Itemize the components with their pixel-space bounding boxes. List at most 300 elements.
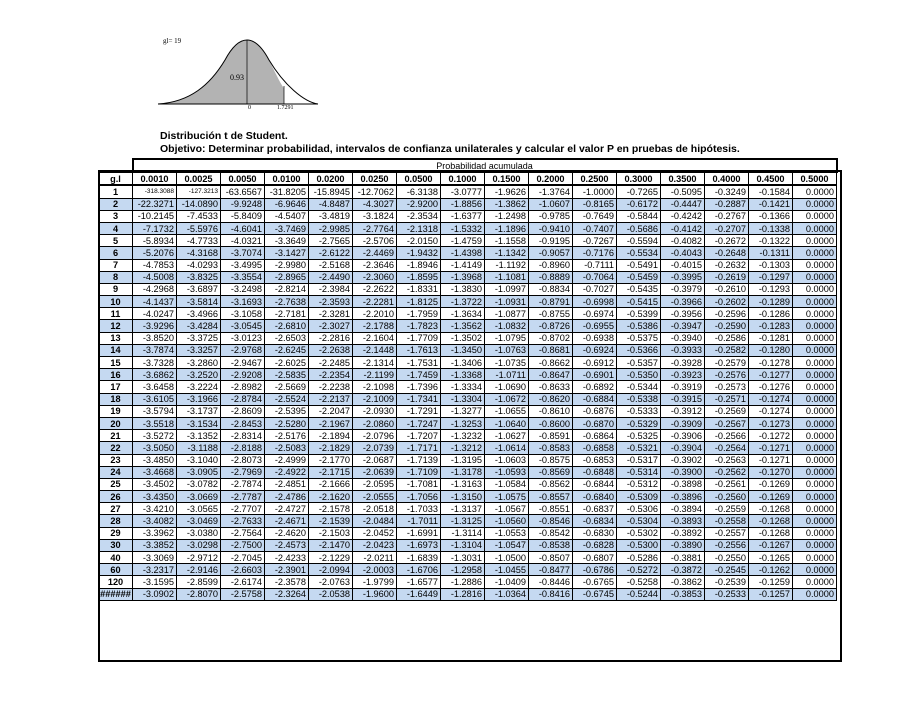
- table-cell: -3.7469: [265, 222, 309, 234]
- table-cell: -0.6858: [573, 442, 617, 454]
- table-cell: -1.7531: [397, 357, 441, 369]
- table-cell: -1.0931: [485, 296, 529, 308]
- table-cell: -0.8416: [529, 588, 573, 600]
- table-cell: -1.3634: [441, 308, 485, 320]
- table-cell: -2.0211: [353, 552, 397, 564]
- table-cell: -0.5459: [617, 271, 661, 283]
- table-cell: -2.0555: [353, 491, 397, 503]
- table-cell: -4.0293: [177, 259, 221, 271]
- table-cell: -1.1192: [485, 259, 529, 271]
- table-cell: -2.2485: [309, 357, 353, 369]
- table-cell: -2.0538: [309, 588, 353, 600]
- table-cell: -1.0455: [485, 564, 529, 576]
- table-cell: 0.0000: [793, 491, 837, 503]
- table-row: [99, 198, 837, 210]
- t-distribution-table: [98, 158, 838, 601]
- table-cell: -3.1595: [133, 576, 177, 588]
- table-cell: -0.1271: [749, 454, 793, 466]
- table-cell: -0.8791: [529, 296, 573, 308]
- table-cell: -31.8205: [265, 185, 309, 198]
- table-cell: -3.1058: [221, 308, 265, 320]
- table-cell: -0.1293: [749, 283, 793, 295]
- table-row: [99, 296, 837, 308]
- table-cell: 0.0000: [793, 259, 837, 271]
- table-cell: -0.1311: [749, 247, 793, 259]
- table-cell: -1.0711: [485, 369, 529, 381]
- caption-spacer: [99, 159, 133, 172]
- table-cell: -3.7328: [133, 357, 177, 369]
- table-cell: -2.2354: [309, 369, 353, 381]
- table-cell: -2.1009: [353, 393, 397, 405]
- table-cell: -4.0247: [133, 308, 177, 320]
- table-cell: -1.0553: [485, 527, 529, 539]
- table-cell: 0.0000: [793, 247, 837, 259]
- table-cell: -2.6174: [221, 576, 265, 588]
- column-header: 0.5000: [793, 172, 837, 185]
- table-cell: -0.8726: [529, 320, 573, 332]
- table-cell: -3.1040: [177, 454, 221, 466]
- table-cell: -0.7064: [573, 271, 617, 283]
- column-header: 0.0010: [133, 172, 177, 185]
- gl-cell: 21: [99, 430, 133, 442]
- table-cell: -3.1737: [177, 405, 221, 417]
- gl-cell: 2: [99, 198, 133, 210]
- table-cell: -2.1967: [309, 417, 353, 429]
- table-cell: -0.5244: [617, 588, 661, 600]
- table-cell: -0.8562: [529, 478, 573, 490]
- table-cell: -2.4573: [265, 539, 309, 551]
- table-cell: -0.1272: [749, 430, 793, 442]
- table-cell: -2.2047: [309, 405, 353, 417]
- table-row: [99, 430, 837, 442]
- table-cell: -0.4142: [661, 222, 705, 234]
- table-cell: -1.3368: [441, 369, 485, 381]
- table-cell: -2.7764: [353, 222, 397, 234]
- table-cell: -2.0452: [353, 527, 397, 539]
- gl-column-header: g.l: [99, 172, 133, 185]
- table-cell: -0.8681: [529, 344, 573, 356]
- table-cell: -2.7565: [309, 235, 353, 247]
- table-cell: -2.8599: [177, 576, 221, 588]
- table-cell: -0.5309: [617, 491, 661, 503]
- table-cell: -0.4015: [661, 259, 705, 271]
- table-cell: -2.5706: [353, 235, 397, 247]
- table-caption: Probabilidad acumulada: [133, 159, 837, 172]
- table-cell: -1.1558: [485, 235, 529, 247]
- table-cell: -0.8702: [529, 332, 573, 344]
- table-cell: -0.5300: [617, 539, 661, 551]
- table-cell: -0.8889: [529, 271, 573, 283]
- table-cell: -1.3253: [441, 417, 485, 429]
- table-cell: -0.3919: [661, 381, 705, 393]
- table-cell: -2.3027: [309, 320, 353, 332]
- table-cell: -2.4490: [309, 271, 353, 283]
- table-cell: -1.8331: [397, 283, 441, 295]
- table-cell: 0.0000: [793, 466, 837, 478]
- table-cell: -0.2887: [705, 198, 749, 210]
- table-cell: -0.5344: [617, 381, 661, 393]
- table-cell: -0.9195: [529, 235, 573, 247]
- page-title: Distribución t de Student.: [160, 130, 288, 142]
- table-cell: -1.3232: [441, 430, 485, 442]
- table-cell: -0.7407: [573, 222, 617, 234]
- table-cell: -2.8188: [221, 442, 265, 454]
- column-header: 0.0050: [221, 172, 265, 185]
- table-cell: -0.1268: [749, 527, 793, 539]
- table-cell: -0.3947: [661, 320, 705, 332]
- table-cell: -0.5350: [617, 369, 661, 381]
- gl-cell: 7: [99, 259, 133, 271]
- table-cell: -2.8214: [265, 283, 309, 295]
- table-cell: -0.3906: [661, 430, 705, 442]
- table-cell: -3.1966: [177, 393, 221, 405]
- table-cell: -3.4350: [133, 491, 177, 503]
- table-cell: -2.6503: [265, 332, 309, 344]
- gl-cell: 19: [99, 405, 133, 417]
- table-cell: -1.0614: [485, 442, 529, 454]
- table-cell: -3.3725: [177, 332, 221, 344]
- table-cell: -3.2224: [177, 381, 221, 393]
- table-cell: -2.1503: [309, 527, 353, 539]
- table-cell: -1.3968: [441, 271, 485, 283]
- table-cell: -2.3646: [353, 259, 397, 271]
- table-cell: -0.8834: [529, 283, 573, 295]
- table-cell: -0.1283: [749, 320, 793, 332]
- table-cell: -0.3862: [661, 576, 705, 588]
- table-cell: -1.7033: [397, 503, 441, 515]
- table-cell: -2.1620: [309, 491, 353, 503]
- table-cell: -1.0607: [529, 198, 573, 210]
- table-cell: -3.2860: [177, 357, 221, 369]
- table-cell: -0.2558: [705, 515, 749, 527]
- table-cell: -0.6807: [573, 552, 617, 564]
- table-cell: -0.5366: [617, 344, 661, 356]
- table-cell: -0.2707: [705, 222, 749, 234]
- table-cell: -0.7265: [617, 185, 661, 198]
- table-cell: -2.4671: [265, 515, 309, 527]
- table-cell: -0.2576: [705, 369, 749, 381]
- table-cell: -0.5844: [617, 210, 661, 222]
- table-cell: -2.1666: [309, 478, 353, 490]
- table-cell: -0.6840: [573, 491, 617, 503]
- table-row: [99, 381, 837, 393]
- table-cell: -0.6912: [573, 357, 617, 369]
- gl-cell: 9: [99, 283, 133, 295]
- table-cell: -0.1268: [749, 503, 793, 515]
- table-cell: -0.2557: [705, 527, 749, 539]
- table-cell: -2.2816: [309, 332, 353, 344]
- table-cell: -3.1352: [177, 430, 221, 442]
- table-cell: 0.0000: [793, 271, 837, 283]
- table-cell: -2.0739: [353, 442, 397, 454]
- table-cell: -1.7396: [397, 381, 441, 393]
- table-cell: -2.1715: [309, 466, 353, 478]
- table-cell: -1.3150: [441, 491, 485, 503]
- table-cell: -0.8477: [529, 564, 573, 576]
- table-cell: -0.5415: [617, 296, 661, 308]
- table-cell: -3.2498: [221, 283, 265, 295]
- table-row: [99, 210, 837, 222]
- table-cell: -2.4727: [265, 503, 309, 515]
- gl-cell: 24: [99, 466, 133, 478]
- table-cell: -3.0298: [177, 539, 221, 551]
- table-cell: -2.6245: [265, 344, 309, 356]
- table-cell: 0.0000: [793, 539, 837, 551]
- table-cell: -1.3104: [441, 539, 485, 551]
- table-body: [99, 185, 837, 600]
- table-cell: -1.0409: [485, 576, 529, 588]
- table-cell: -1.1342: [485, 247, 529, 259]
- table-cell: 0.0000: [793, 222, 837, 234]
- table-cell: 0.0000: [793, 308, 837, 320]
- table-cell: -0.1366: [749, 210, 793, 222]
- table-cell: -3.8520: [133, 332, 177, 344]
- table-cell: -3.0469: [177, 515, 221, 527]
- gl-cell: 12: [99, 320, 133, 332]
- table-cell: -1.7011: [397, 515, 441, 527]
- table-cell: -0.8600: [529, 417, 573, 429]
- table-cell: -0.2582: [705, 344, 749, 356]
- table-cell: -3.4284: [177, 320, 221, 332]
- table-cell: -1.4398: [441, 247, 485, 259]
- table-cell: 0.0000: [793, 454, 837, 466]
- table-cell: -3.6458: [133, 381, 177, 393]
- table-cell: -5.5976: [177, 222, 221, 234]
- table-cell: -2.9200: [397, 198, 441, 210]
- table-cell: -3.8325: [177, 271, 221, 283]
- table-cell: -1.8125: [397, 296, 441, 308]
- table-cell: -2.3534: [397, 210, 441, 222]
- table-cell: -1.0603: [485, 454, 529, 466]
- table-cell: -10.2145: [133, 210, 177, 222]
- table-cell: -63.6567: [221, 185, 265, 198]
- table-cell: -22.3271: [133, 198, 177, 210]
- table-row: [99, 588, 837, 600]
- table-cell: -1.0584: [485, 478, 529, 490]
- table-cell: -1.2958: [441, 564, 485, 576]
- table-cell: -2.1829: [309, 442, 353, 454]
- gl-cell: 10: [99, 296, 133, 308]
- table-cell: -0.1262: [749, 564, 793, 576]
- table-cell: -3.5050: [133, 442, 177, 454]
- table-cell: -0.2539: [705, 576, 749, 588]
- table-cell: 0.0000: [793, 588, 837, 600]
- gl-cell: 13: [99, 332, 133, 344]
- table-cell: -0.5491: [617, 259, 661, 271]
- table-cell: -2.0763: [309, 576, 353, 588]
- table-cell: -1.8595: [397, 271, 441, 283]
- table-cell: -1.4149: [441, 259, 485, 271]
- table-cell: -0.3900: [661, 466, 705, 478]
- table-cell: -2.0860: [353, 417, 397, 429]
- table-cell: -3.3852: [133, 539, 177, 551]
- table-cell: -1.0763: [485, 344, 529, 356]
- table-cell: -0.8557: [529, 491, 573, 503]
- table-cell: -0.7649: [573, 210, 617, 222]
- table-cell: -1.7109: [397, 466, 441, 478]
- table-cell: -2.7874: [221, 478, 265, 490]
- table-cell: -0.3995: [661, 271, 705, 283]
- objective-text: Objetivo: Determinar probabilidad, intervalos de confianza unilaterales y calcular el valor P en pruebas de hipótesis.: [160, 143, 740, 155]
- table-cell: -0.7111: [573, 259, 617, 271]
- table-cell: -2.3264: [265, 588, 309, 600]
- table-cell: -3.4819: [309, 210, 353, 222]
- table-cell: -2.9467: [221, 357, 265, 369]
- table-cell: -3.0545: [221, 320, 265, 332]
- table-row: [99, 185, 837, 198]
- table-cell: -3.5272: [133, 430, 177, 442]
- table-cell: -2.6810: [265, 320, 309, 332]
- table-cell: -0.1286: [749, 308, 793, 320]
- table-cell: 0.0000: [793, 210, 837, 222]
- column-header: 0.2500: [573, 172, 617, 185]
- table-cell: -2.0595: [353, 478, 397, 490]
- table-cell: 0.0000: [793, 576, 837, 588]
- table-cell: -1.0640: [485, 417, 529, 429]
- table-cell: -0.1277: [749, 369, 793, 381]
- table-cell: -1.7709: [397, 332, 441, 344]
- table-cell: -2.0796: [353, 430, 397, 442]
- table-cell: -2.3578: [265, 576, 309, 588]
- table-cell: -3.6897: [177, 283, 221, 295]
- table-cell: -0.1297: [749, 271, 793, 283]
- table-cell: -0.1274: [749, 393, 793, 405]
- table-cell: -1.7139: [397, 454, 441, 466]
- shaded-probability-label: 0.93: [230, 73, 244, 82]
- table-cell: -1.3031: [441, 552, 485, 564]
- table-cell: -5.8409: [221, 210, 265, 222]
- table-cell: -1.7823: [397, 320, 441, 332]
- table-cell: -2.3060: [353, 271, 397, 283]
- table-cell: -2.3281: [309, 308, 353, 320]
- table-cell: -2.4851: [265, 478, 309, 490]
- table-cell: -1.3722: [441, 296, 485, 308]
- table-cell: -0.6844: [573, 478, 617, 490]
- table-cell: -0.4242: [661, 210, 705, 222]
- table-cell: -1.0560: [485, 515, 529, 527]
- table-cell: 0.0000: [793, 344, 837, 356]
- table-cell: -0.6172: [617, 198, 661, 210]
- gl-cell: 120: [99, 576, 133, 588]
- table-cell: -2.1539: [309, 515, 353, 527]
- table-cell: -0.3872: [661, 564, 705, 576]
- table-cell: 0.0000: [793, 296, 837, 308]
- table-cell: 0.0000: [793, 283, 837, 295]
- table-cell: -6.3138: [397, 185, 441, 198]
- table-cell: -3.0777: [441, 185, 485, 198]
- table-cell: -0.8551: [529, 503, 573, 515]
- table-row: [99, 283, 837, 295]
- heading-block: [160, 130, 740, 156]
- table-cell: -0.3881: [661, 552, 705, 564]
- table-cell: -0.8165: [573, 198, 617, 210]
- table-cell: -0.5386: [617, 320, 661, 332]
- table-cell: 0.0000: [793, 381, 837, 393]
- table-cell: -0.5329: [617, 417, 661, 429]
- table-cell: -0.5338: [617, 393, 661, 405]
- table-cell: -3.2317: [133, 564, 177, 576]
- table-cell: -0.5272: [617, 564, 661, 576]
- table-cell: -0.6837: [573, 503, 617, 515]
- table-cell: -2.9208: [221, 369, 265, 381]
- table-cell: -3.1427: [265, 247, 309, 259]
- table-cell: -0.2564: [705, 442, 749, 454]
- table-row: [99, 454, 837, 466]
- table-cell: -3.3554: [221, 271, 265, 283]
- table-cell: -1.8946: [397, 259, 441, 271]
- table-cell: -0.3890: [661, 539, 705, 551]
- gl-cell: 6: [99, 247, 133, 259]
- column-header: 0.0100: [265, 172, 309, 185]
- table-cell: -0.1269: [749, 478, 793, 490]
- table-cell: -0.1338: [749, 222, 793, 234]
- table-cell: -1.8856: [441, 198, 485, 210]
- table-cell: -0.6955: [573, 320, 617, 332]
- table-cell: -1.7613: [397, 344, 441, 356]
- gl-cell: 22: [99, 442, 133, 454]
- column-header: 0.2000: [529, 172, 573, 185]
- column-header: 0.0500: [397, 172, 441, 185]
- table-cell: -0.1267: [749, 539, 793, 551]
- gl-cell: 30: [99, 539, 133, 551]
- table-row: [99, 491, 837, 503]
- table-cell: -0.2648: [705, 247, 749, 259]
- table-cell: -2.9985: [309, 222, 353, 234]
- table-row: [99, 235, 837, 247]
- table-cell: -0.5321: [617, 442, 661, 454]
- table-cell: -2.0994: [309, 564, 353, 576]
- table-cell: -12.7062: [353, 185, 397, 198]
- table-cell: -0.6745: [573, 588, 617, 600]
- table-cell: -0.3940: [661, 332, 705, 344]
- table-cell: -1.0500: [485, 552, 529, 564]
- table-cell: -0.1274: [749, 405, 793, 417]
- table-cell: -0.2562: [705, 466, 749, 478]
- table-cell: -2.1314: [353, 357, 397, 369]
- table-cell: -3.7874: [133, 344, 177, 356]
- table-cell: -1.0795: [485, 332, 529, 344]
- table-cell: -1.3764: [529, 185, 573, 198]
- table-cell: -15.8945: [309, 185, 353, 198]
- table-cell: -0.5314: [617, 466, 661, 478]
- column-header: 0.3000: [617, 172, 661, 185]
- table-cell: -0.2596: [705, 308, 749, 320]
- table-cell: -3.4210: [133, 503, 177, 515]
- table-cell: -4.1437: [133, 296, 177, 308]
- table-cell: -1.3830: [441, 283, 485, 295]
- table-cell: -3.4502: [133, 478, 177, 490]
- table-cell: -1.0627: [485, 430, 529, 442]
- table-cell: -1.7056: [397, 491, 441, 503]
- table-cell: -3.7074: [221, 247, 265, 259]
- table-cell: -0.8446: [529, 576, 573, 588]
- table-cell: 0.0000: [793, 515, 837, 527]
- table-cell: -0.1280: [749, 344, 793, 356]
- table-cell: -4.7733: [177, 235, 221, 247]
- table-cell: -0.8546: [529, 515, 573, 527]
- table-cell: -1.3212: [441, 442, 485, 454]
- gl-cell: 23: [99, 454, 133, 466]
- table-cell: -3.4668: [133, 466, 177, 478]
- table-cell: -0.2610: [705, 283, 749, 295]
- table-cell: -0.5302: [617, 527, 661, 539]
- table-cell: -1.7171: [397, 442, 441, 454]
- table-cell: -3.1824: [353, 210, 397, 222]
- table-cell: -2.9768: [221, 344, 265, 356]
- table-cell: -0.3249: [705, 185, 749, 198]
- table-cell: -2.0484: [353, 515, 397, 527]
- table-cell: 0.0000: [793, 442, 837, 454]
